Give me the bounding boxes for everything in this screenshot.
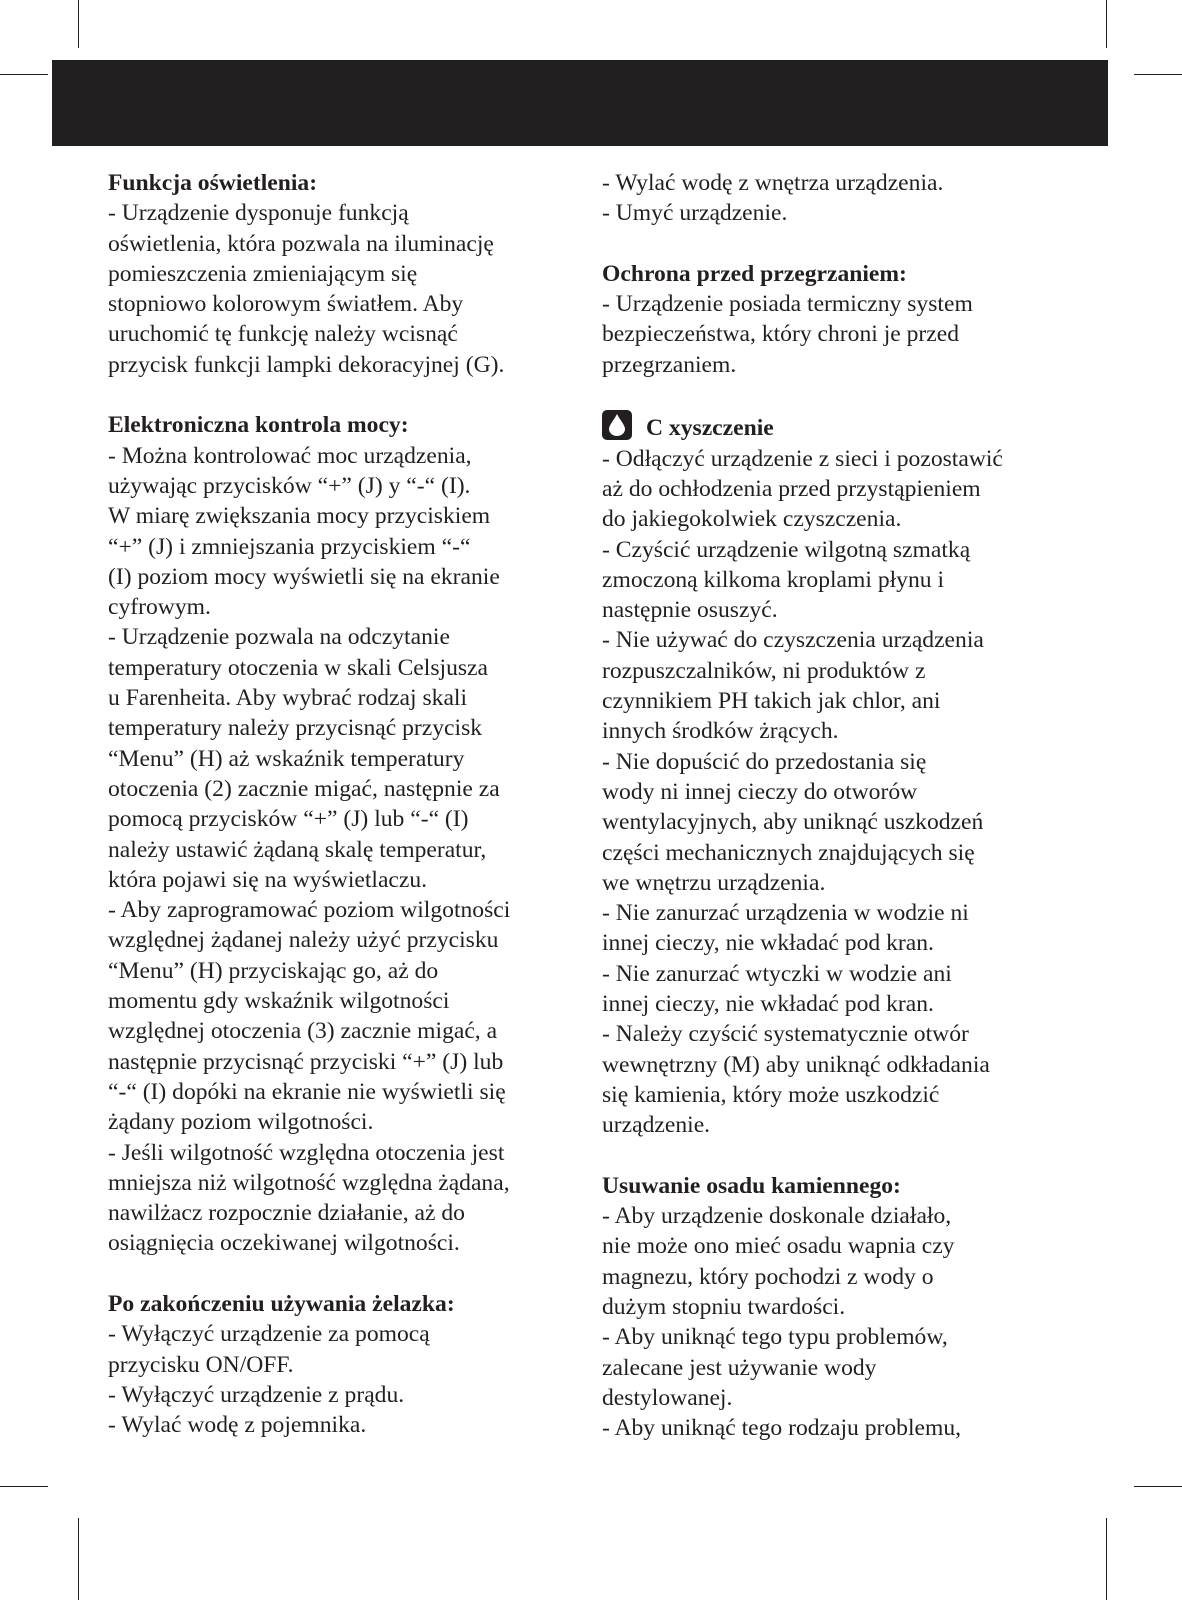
crop-mark: [78, 0, 79, 48]
section-body: - Można kontrolować moc urządzenia, używając przycisków “+” (J) y “-“ (I). W miarę zwiększania mocy przyciskiem “+” (J) i zmniejszania przyciskiem “-“ (I) poziom mocy wyświetli się na ekranie cyfrowym. - Urządzenie pozwala na odczytanie temperatury otoczenia w skali Celsjusza u Farenheita. Aby wybrać rodzaj skali temperatury należy przycisnąć przycisk “Menu” (H) aż wskaźnik temperatury otoczenia (2) zacznie migać, następnie za pomocą przycisków “+” (J) lub “-“ (I) należy ustawić żądaną skalę temperatur, która pojawi się na wyświetlaczu. - Aby zaprogramować poziom wilgotności względnej żądanej należy użyć przycisku “Menu” (H) przyciskając go, aż do momentu gdy wskaźnik wilgotności względnej otoczenia (3) zacznie migać, a następnie przycisnąć przyciski “+” (J) lub “-“ (I) dopóki na ekranie nie wyświetli się żądany poziom wilgotności. - Jeśli wilgotność względna otoczenia jest mniejsza niż wilgotność względna żądana, nawilżacz rozpocznie działanie, aż do osiągnięcia oczekiwanej wilgotności.: [108, 442, 511, 1257]
crop-mark: [78, 1518, 79, 1600]
crop-mark: [1106, 1518, 1107, 1600]
right-column: [602, 168, 1072, 1474]
water-drop-icon: [602, 410, 632, 440]
section-after-use-cont: [602, 168, 1072, 229]
section-heading: Elektroniczna kontrola mocy:: [108, 412, 409, 439]
section-lighting: [108, 168, 578, 380]
section-heading: Po zakończeniu używania żelazka:: [108, 1290, 455, 1317]
header-bar: [52, 60, 1108, 146]
crop-mark: [1106, 0, 1107, 48]
section-cleaning: [602, 410, 1072, 1140]
section-heading: Funkcja oświetlenia:: [108, 170, 318, 196]
section-power-control: [108, 410, 578, 1258]
section-heading: Ochrona przed przegrzaniem:: [602, 260, 907, 287]
section-body: - Urządzenie dysponuje funkcją oświetlenia, która pozwala na iluminację pomieszczenia zmieniającym się stopniowo kolorowym światłem. Aby uruchomić tę funkcję należy wcisnąć przycisk funkcji lampki dekoracyjnej (G).: [108, 200, 505, 378]
crop-mark: [0, 74, 48, 75]
section-after-use: [108, 1289, 578, 1440]
crop-mark: [1134, 74, 1182, 75]
crop-mark: [0, 1486, 48, 1487]
section-heading-row: [602, 410, 1072, 443]
section-heading: Usuwanie osadu kamiennego:: [602, 1172, 901, 1199]
section-descaling: [602, 1171, 1072, 1444]
section-overheat: [602, 259, 1072, 380]
section-heading: C xyszczenie: [646, 415, 774, 442]
section-body: - Wylać wodę z wnętrza urządzenia. - Umyć urządzenie.: [602, 170, 944, 227]
section-body: - Aby urządzenie doskonale działało, nie może ono mieć osadu wapnia czy magnezu, który pochodzi z wody o dużym stopniu twardości. - Aby uniknąć tego typu problemów, zalecane jest używanie wody destylowanej. - Aby uniknąć tego rodzaju problemu,: [602, 1203, 962, 1442]
section-body: - Wyłączyć urządzenie za pomocą przycisku ON/OFF. - Wyłączyć urządzenie z prądu. - Wylać wodę z pojemnika.: [108, 1321, 430, 1439]
crop-mark: [1134, 1486, 1182, 1487]
section-body: - Odłączyć urządzenie z sieci i pozostawić aż do ochłodzenia przed przystąpieniem do jakiegokolwiek czyszczenia. - Czyścić urządzenie wilgotną szmatką zmoczoną kilkoma kroplami płynu i następnie osuszyć. - Nie używać do czyszczenia urządzenia rozpuszczalników, ni produktów z czynnikiem PH takich jak chlor, ani innych środków żrących. - Nie dopuścić do przedostania się wody ni innej cieczy do otworów wentylacyjnych, aby uniknąć uszkodzeń części mechanicznych znajdujących się we wnętrzu urządzenia. - Nie zanurzać urządzenia w wodzie ni innej cieczy, nie wkładać pod kran. - Nie zanurzać wtyczki w wodzie ani innej cieczy, nie wkładać pod kran. - Należy czyścić systematycznie otwór wewnętrzny (M) aby uniknąć odkładania się kamienia, który może uszkodzić urządzenie.: [602, 445, 1003, 1139]
left-column: [108, 168, 578, 1471]
section-body: - Urządzenie posiada termiczny system bezpieczeństwa, który chroni je przed przegrzaniem.: [602, 291, 973, 378]
